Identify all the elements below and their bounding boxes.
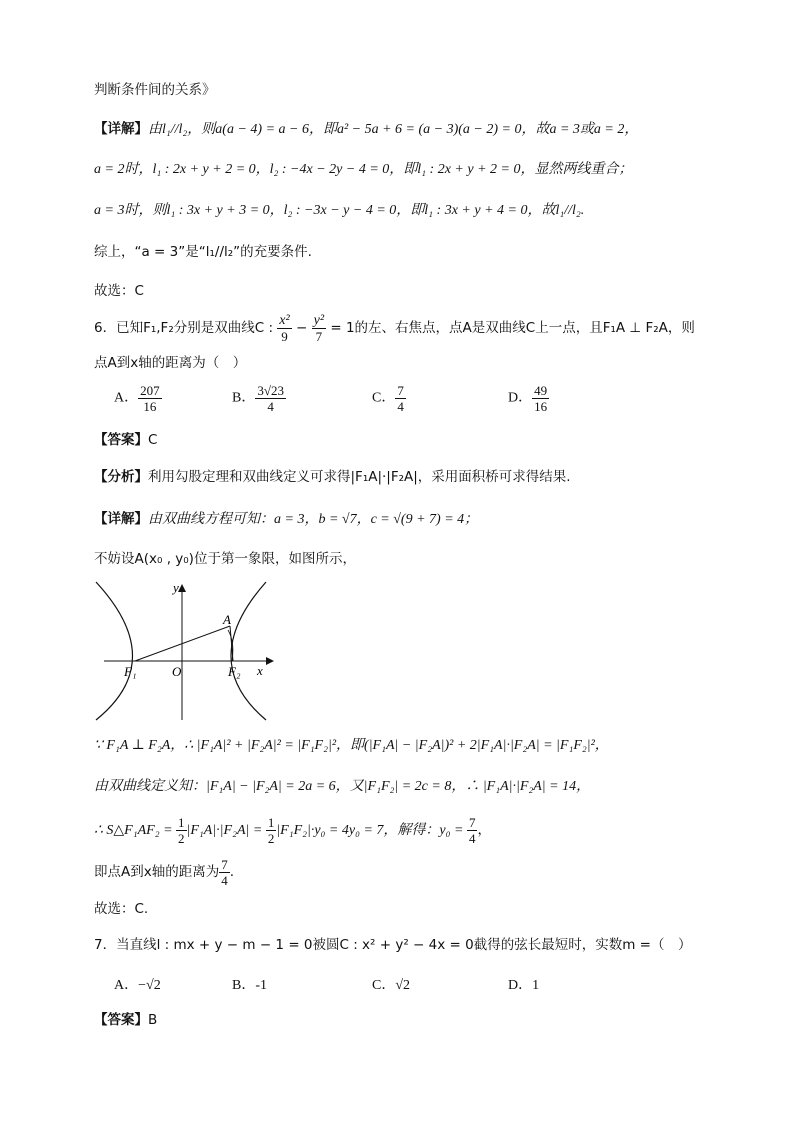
choose-answer: 故选：C — [94, 283, 144, 299]
label-f1: F₁ — [124, 664, 137, 679]
detail-q6-line: 【详解】由双曲线方程可知：a = 3，b = √7，c = √(9 + 7) = 4； — [94, 511, 479, 527]
detail-line-2: a = 2时，l₁ : 2x + y + 2 = 0，l₂ : −4x − 2y − 4 = 0，即l₁ : 2x + y + 2 = 0，显然两线重合； — [94, 162, 633, 177]
option-a: A． $\frac{207}{16}$ — [114, 383, 160, 414]
label-y: y — [173, 580, 179, 595]
detail-line-1: 【详解】由l₁//l₂，则a(a − 4) = a − 6，即a² − 5a + 6 = (a − 3)(a − 2) = 0，故a = 3或a = 2， — [94, 121, 639, 137]
analysis-line: 【分析】利用勾股定理和双曲线定义可求得|F₁A|·|F₂A|，采用面积桥可求得结果. — [94, 469, 571, 485]
solution-step-1: ∵ F₁A ⊥ F₂A，∴ |F₁A|² + |F₂A|² = |F₁F₂|²，即(|F₁A| − |F₂A|)² + 2|F₁A|·|F₂A| = |F₁F₂|²， — [94, 738, 609, 753]
label-f2: F₂ — [228, 664, 241, 679]
q7-option-c: C．√2 — [372, 978, 411, 993]
assumption-line: 不妨设A(x₀ , y₀)位于第一象限，如图所示， — [94, 551, 356, 567]
solution-step-2: 由双曲线定义知：|F₁A| − |F₂A| = 2a = 6，又|F₁F₂| = 2c = 8，∴ |F₁A|·|F₂A| = 14， — [94, 779, 591, 794]
y-axis-arrow — [178, 584, 186, 592]
q7-option-d: D．1 — [508, 978, 540, 993]
q7-option-b: B．-1 — [232, 978, 267, 993]
label-a: A — [223, 612, 231, 627]
hyperbola-right-branch — [231, 582, 266, 720]
option-c: C． $\frac{7}{4}$ — [372, 383, 404, 414]
answer-line: 【答案】C — [94, 432, 158, 448]
detail-conclusion: 综上，“a = 3”是“l₁//l₂”的充要条件. — [94, 244, 312, 260]
label-o: O — [172, 664, 182, 679]
option-b: B． $\frac{3√23}{4}$ — [232, 383, 284, 414]
question-7-stem: 7．当直线l : mx + y − m − 1 = 0被圆C : x² + y² − 4x = 0截得的弦长最短时，实数m =（ ） — [94, 937, 692, 953]
q7-option-a: A．−√2 — [114, 978, 161, 993]
solution-step-4: 即点A到x轴的距离为 $\frac{7}{4}$ . — [94, 856, 235, 888]
hyperbola-figure — [94, 580, 274, 722]
choose-answer-q6: 故选：C. — [94, 901, 149, 917]
label-x: x — [257, 663, 263, 678]
question-6-stem-line-2: 点A到x轴的距离为（ ） — [94, 355, 247, 371]
prev-analysis-tail: 判断条件间的关系》 — [94, 82, 216, 98]
x-axis-arrow — [266, 657, 274, 665]
solution-step-3: ∴ S△F₁AF₂ = $\frac{1}{2}$ |F₁A|·|F₂A| = $\frac{1}{2}$ |F₁F₂|·y₀ = 4y₀ = 7，解得：y₀ = $\frac{7}{4}$ ， — [94, 814, 491, 846]
question-6-stem-line-1: 6．已知F₁,F₂分别是双曲线C : $\frac{\text{x²}}{9}$ − $\frac{\text{y²}}{7}$ = 1的左、右焦点，点A是双曲线C上一点，且F₁A ⊥ F₂A，则 — [94, 312, 695, 344]
detail-tag: 【详解】 — [94, 121, 148, 137]
detail-line-3: a = 3时，则l₁ : 3x + y + 3 = 0，l₂ : −3x − y − 4 = 0，即l₁ : 3x + y + 4 = 0，故l₁//l₂. — [94, 203, 585, 218]
hyperbola-left-branch — [96, 582, 133, 720]
q7-answer-line: 【答案】B — [94, 1012, 158, 1028]
option-d: D． $\frac{49}{16}$ — [508, 383, 548, 414]
